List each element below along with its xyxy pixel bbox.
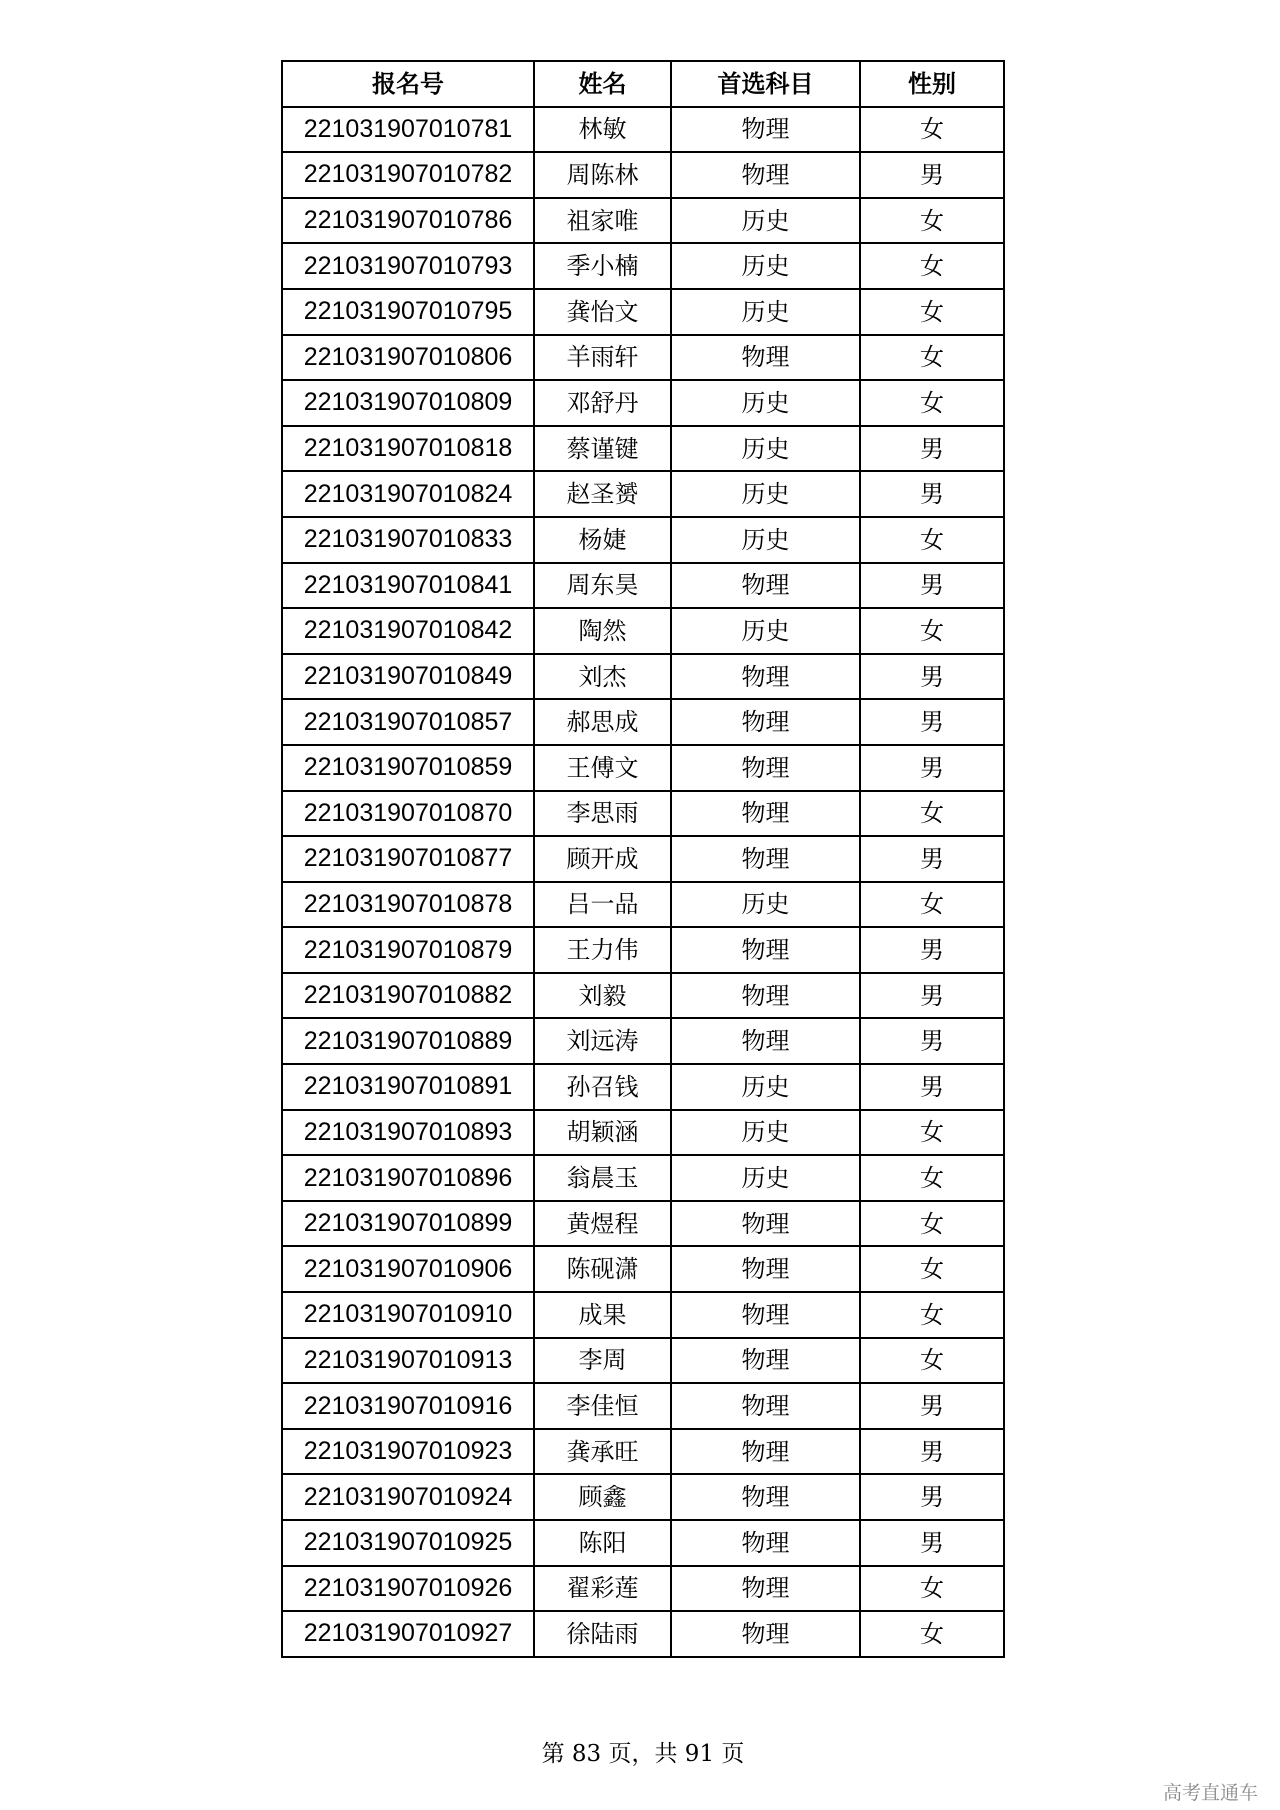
- cell-registration-number: 221031907010878: [282, 882, 534, 928]
- cell-registration-number: 221031907010782: [282, 152, 534, 198]
- table-row: [282, 517, 1004, 563]
- cell-registration-number: 221031907010924: [282, 1474, 534, 1520]
- cell-subject: 物理: [671, 1292, 860, 1338]
- cell-registration-number: 221031907010824: [282, 471, 534, 517]
- table-row: [282, 1566, 1004, 1612]
- cell-subject: 物理: [671, 973, 860, 1019]
- cell-subject: 物理: [671, 1018, 860, 1064]
- cell-name: 陶然: [534, 608, 671, 654]
- cell-subject: 历史: [671, 1155, 860, 1201]
- cell-subject: 历史: [671, 608, 860, 654]
- cell-registration-number: 221031907010923: [282, 1429, 534, 1475]
- table-row: [282, 243, 1004, 289]
- cell-gender: 女: [860, 289, 1004, 335]
- table-row: [282, 289, 1004, 335]
- cell-name: 王傅文: [534, 745, 671, 791]
- cell-name: 李思雨: [534, 791, 671, 837]
- table-row: [282, 1155, 1004, 1201]
- cell-subject: 物理: [671, 335, 860, 381]
- cell-gender: 女: [860, 1338, 1004, 1384]
- cell-registration-number: 221031907010806: [282, 335, 534, 381]
- cell-gender: 女: [860, 791, 1004, 837]
- cell-registration-number: 221031907010859: [282, 745, 534, 791]
- cell-subject: 物理: [671, 791, 860, 837]
- cell-gender: 男: [860, 1018, 1004, 1064]
- cell-gender: 男: [860, 563, 1004, 609]
- cell-gender: 女: [860, 198, 1004, 244]
- table-row: [282, 973, 1004, 1019]
- table-row: [282, 1110, 1004, 1156]
- cell-gender: 男: [860, 426, 1004, 472]
- cell-subject: 物理: [671, 1429, 860, 1475]
- cell-registration-number: 221031907010910: [282, 1292, 534, 1338]
- cell-subject: 历史: [671, 380, 860, 426]
- watermark-text: 高考直通车: [1162, 1782, 1258, 1804]
- header-first-choice-subject: 首选科目: [671, 61, 860, 107]
- cell-subject: 物理: [671, 1566, 860, 1612]
- cell-registration-number: 221031907010841: [282, 563, 534, 609]
- cell-registration-number: 221031907010818: [282, 426, 534, 472]
- cell-name: 黄煜程: [534, 1201, 671, 1247]
- cell-name: 邓舒丹: [534, 380, 671, 426]
- cell-registration-number: 221031907010786: [282, 198, 534, 244]
- table-row: [282, 1246, 1004, 1292]
- cell-subject: 物理: [671, 563, 860, 609]
- table-row: [282, 1064, 1004, 1110]
- cell-gender: 女: [860, 882, 1004, 928]
- cell-subject: 历史: [671, 471, 860, 517]
- header-registration-number: 报名号: [282, 61, 534, 107]
- cell-name: 徐陆雨: [534, 1611, 671, 1657]
- table-row: [282, 699, 1004, 745]
- cell-name: 李周: [534, 1338, 671, 1384]
- table-row: [282, 1201, 1004, 1247]
- cell-registration-number: 221031907010882: [282, 973, 534, 1019]
- cell-subject: 历史: [671, 198, 860, 244]
- cell-gender: 男: [860, 973, 1004, 1019]
- cell-gender: 女: [860, 243, 1004, 289]
- roster-table: [281, 60, 1005, 1658]
- cell-gender: 女: [860, 1155, 1004, 1201]
- cell-gender: 男: [860, 1474, 1004, 1520]
- cell-name: 胡颖涵: [534, 1110, 671, 1156]
- cell-registration-number: 221031907010879: [282, 927, 534, 973]
- cell-subject: 物理: [671, 745, 860, 791]
- table-row: [282, 426, 1004, 472]
- cell-name: 成果: [534, 1292, 671, 1338]
- cell-subject: 物理: [671, 1520, 860, 1566]
- cell-name: 刘毅: [534, 973, 671, 1019]
- cell-subject: 物理: [671, 152, 860, 198]
- table-row: [282, 1474, 1004, 1520]
- cell-gender: 男: [860, 745, 1004, 791]
- cell-registration-number: 221031907010889: [282, 1018, 534, 1064]
- cell-name: 祖家唯: [534, 198, 671, 244]
- table-row: [282, 152, 1004, 198]
- cell-subject: 历史: [671, 289, 860, 335]
- table-row: [282, 1292, 1004, 1338]
- table-body: [282, 107, 1004, 1657]
- cell-gender: 男: [860, 927, 1004, 973]
- cell-subject: 物理: [671, 654, 860, 700]
- cell-gender: 男: [860, 654, 1004, 700]
- table-row: [282, 563, 1004, 609]
- cell-gender: 女: [860, 1566, 1004, 1612]
- cell-name: 杨婕: [534, 517, 671, 563]
- cell-registration-number: 221031907010842: [282, 608, 534, 654]
- cell-subject: 物理: [671, 1611, 860, 1657]
- cell-registration-number: 221031907010809: [282, 380, 534, 426]
- table-row: [282, 107, 1004, 153]
- cell-registration-number: 221031907010849: [282, 654, 534, 700]
- cell-subject: 物理: [671, 1474, 860, 1520]
- table-row: [282, 1429, 1004, 1475]
- cell-gender: 男: [860, 1064, 1004, 1110]
- table-row: [282, 745, 1004, 791]
- cell-registration-number: 221031907010781: [282, 107, 534, 153]
- cell-gender: 男: [860, 836, 1004, 882]
- header-name: 姓名: [534, 61, 671, 107]
- cell-registration-number: 221031907010906: [282, 1246, 534, 1292]
- cell-name: 周陈林: [534, 152, 671, 198]
- cell-registration-number: 221031907010916: [282, 1383, 534, 1429]
- cell-registration-number: 221031907010877: [282, 836, 534, 882]
- cell-subject: 物理: [671, 699, 860, 745]
- cell-registration-number: 221031907010899: [282, 1201, 534, 1247]
- cell-gender: 女: [860, 608, 1004, 654]
- cell-name: 龚怡文: [534, 289, 671, 335]
- cell-subject: 历史: [671, 426, 860, 472]
- table-row: [282, 654, 1004, 700]
- cell-name: 赵圣赟: [534, 471, 671, 517]
- table-row: [282, 1520, 1004, 1566]
- cell-registration-number: 221031907010913: [282, 1338, 534, 1384]
- cell-name: 林敏: [534, 107, 671, 153]
- cell-name: 翁晨玉: [534, 1155, 671, 1201]
- cell-subject: 历史: [671, 243, 860, 289]
- cell-subject: 物理: [671, 1338, 860, 1384]
- cell-gender: 女: [860, 1246, 1004, 1292]
- cell-gender: 男: [860, 471, 1004, 517]
- cell-subject: 物理: [671, 927, 860, 973]
- table-row: [282, 836, 1004, 882]
- cell-name: 蔡谨键: [534, 426, 671, 472]
- cell-gender: 男: [860, 699, 1004, 745]
- cell-gender: 女: [860, 1201, 1004, 1247]
- cell-registration-number: 221031907010891: [282, 1064, 534, 1110]
- page-number-footer: 第 83 页，共 91 页: [541, 1741, 745, 1767]
- cell-subject: 历史: [671, 517, 860, 563]
- cell-name: 刘远涛: [534, 1018, 671, 1064]
- table-row: [282, 1338, 1004, 1384]
- cell-registration-number: 221031907010857: [282, 699, 534, 745]
- cell-name: 李佳恒: [534, 1383, 671, 1429]
- cell-subject: 物理: [671, 1246, 860, 1292]
- cell-name: 顾鑫: [534, 1474, 671, 1520]
- cell-name: 顾开成: [534, 836, 671, 882]
- table-row: [282, 608, 1004, 654]
- cell-gender: 女: [860, 107, 1004, 153]
- cell-registration-number: 221031907010893: [282, 1110, 534, 1156]
- cell-subject: 物理: [671, 107, 860, 153]
- cell-name: 陈阳: [534, 1520, 671, 1566]
- cell-name: 龚承旺: [534, 1429, 671, 1475]
- cell-name: 羊雨轩: [534, 335, 671, 381]
- cell-subject: 物理: [671, 1383, 860, 1429]
- cell-registration-number: 221031907010927: [282, 1611, 534, 1657]
- cell-name: 翟彩莲: [534, 1566, 671, 1612]
- table-row: [282, 927, 1004, 973]
- cell-subject: 历史: [671, 1064, 860, 1110]
- cell-subject: 物理: [671, 836, 860, 882]
- cell-gender: 女: [860, 335, 1004, 381]
- table-header-row: [282, 61, 1004, 107]
- table-row: [282, 1611, 1004, 1657]
- cell-name: 刘杰: [534, 654, 671, 700]
- cell-name: 季小楠: [534, 243, 671, 289]
- cell-gender: 男: [860, 1520, 1004, 1566]
- cell-registration-number: 221031907010833: [282, 517, 534, 563]
- cell-name: 王力伟: [534, 927, 671, 973]
- cell-registration-number: 221031907010925: [282, 1520, 534, 1566]
- cell-gender: 男: [860, 1383, 1004, 1429]
- table-row: [282, 1018, 1004, 1064]
- cell-gender: 男: [860, 1429, 1004, 1475]
- cell-gender: 女: [860, 1611, 1004, 1657]
- cell-registration-number: 221031907010870: [282, 791, 534, 837]
- cell-subject: 历史: [671, 1110, 860, 1156]
- cell-gender: 女: [860, 380, 1004, 426]
- table-row: [282, 791, 1004, 837]
- cell-name: 周东昊: [534, 563, 671, 609]
- cell-registration-number: 221031907010795: [282, 289, 534, 335]
- table-row: [282, 198, 1004, 244]
- table-row: [282, 1383, 1004, 1429]
- cell-registration-number: 221031907010896: [282, 1155, 534, 1201]
- cell-name: 孙召钱: [534, 1064, 671, 1110]
- table-row: [282, 335, 1004, 381]
- cell-subject: 物理: [671, 1201, 860, 1247]
- cell-registration-number: 221031907010926: [282, 1566, 534, 1612]
- cell-gender: 女: [860, 1292, 1004, 1338]
- cell-gender: 女: [860, 517, 1004, 563]
- table-row: [282, 882, 1004, 928]
- cell-subject: 历史: [671, 882, 860, 928]
- cell-name: 陈砚潇: [534, 1246, 671, 1292]
- cell-gender: 男: [860, 152, 1004, 198]
- cell-name: 郝思成: [534, 699, 671, 745]
- header-gender: 性别: [860, 61, 1004, 107]
- cell-name: 吕一品: [534, 882, 671, 928]
- cell-gender: 女: [860, 1110, 1004, 1156]
- table-row: [282, 380, 1004, 426]
- cell-registration-number: 221031907010793: [282, 243, 534, 289]
- table-row: [282, 471, 1004, 517]
